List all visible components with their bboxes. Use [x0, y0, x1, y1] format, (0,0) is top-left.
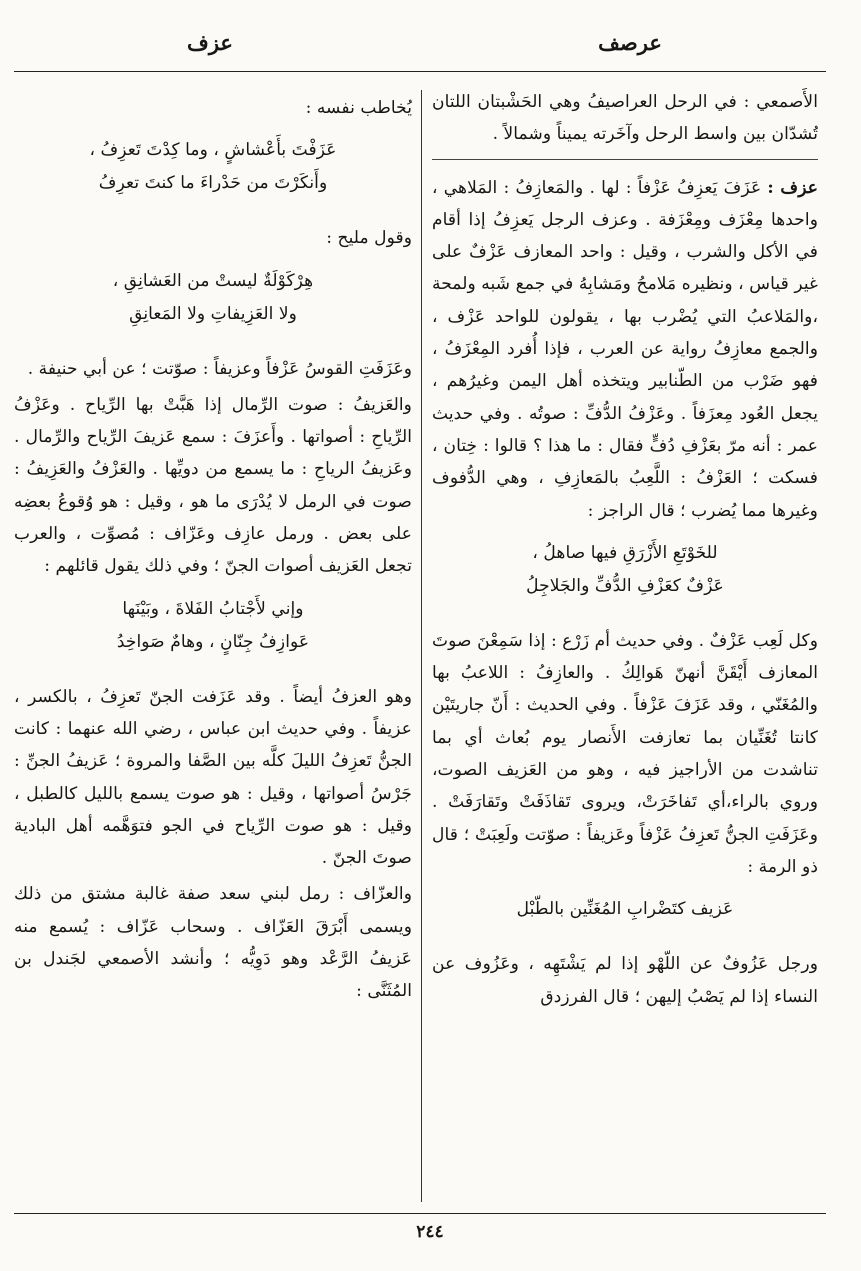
entry-paragraph: والعزّاف : رمل لبني سعد صفة غالبة مشتق من ذلك ويسمى أَبْرَقَ العَزّاف . وسحاب عَزّاف : يُسمع منه عَزيفُ الرَّعْد وهو دَوِيُّه ؛ وأنشد الأصمعي لجَندل بن المُثَنَّى : — [14, 884, 412, 1002]
entry-paragraph: الأَصمعي : في الرحل العراصيفُ وهي الحَشْبتان اللتان تُشدّان بين واسط الرحل وآخَرته يميناً وشمالاً . — [432, 86, 818, 160]
page-number: ٢٤٤ — [416, 1222, 444, 1242]
verse-block — [14, 134, 412, 200]
verse-line: عَزيف كتَضْرابِ المُغَنِّين بالطّبْل — [516, 899, 734, 920]
verse-block — [14, 593, 412, 659]
verse-line: هِرْكَوْلَةٌ ليستْ من العَشانِقِ ، — [112, 270, 314, 291]
entry-paragraph: والعَزيفُ : صوت الرِّمال إذا هَبَّتْ بها الرِّياح . وعَزْفُ الرِّياحِ : أصواتها . وأَعزَفَ : سمع عَزيفَ الرِّياح والرِّمال . وعَزيفُ الرياحِ : ما يسمع من دويِّها . والعَزْفُ والعَزِيفُ : صوت في الرمل لا يُدْرَى ما هو ، وقيل : هو وُقوعُ بعضِه على بعض . ورمل عازِف وعَزّاف : مُصوِّت ، والعرب تجعل العَزيف أصوات الجنّ ؛ وفي ذلك يقول قائلهم : — [14, 394, 412, 577]
verse-line: عَزْفٌ كعَزْفِ الدُّفِّ والجَلاجِلُ — [526, 575, 724, 596]
entry-paragraph: وكل لَعِب عَزْفٌ . وفي حديث أم زَرْع : إذا سَمِعْنَ صوتَ المعازف أَيْقَنَّ أنهنّ هَوالِكُ . والعازِفُ : اللاعبُ بها والمُغَنّي ، وقد عَزَفَ عَزْفاً . وفي الحديث : أَنّ جاريتَيْن كانتا تُغَنِّيان بما تعازفت الأَنصار يوم بُعاث أي بما تناشدت من الأراجيز فيه ، وهو من العَزيف الصوت، وروي بالراء،أي تَفاخَرَتْ، ويروى تَقاذَفَتْ وتَقارَفَتْ . وعَزَفَتِ الجنُّ تَعزِفُ عَزْفاً وعَزيفاً : صوّتت ولَعِبَتْ ؛ قال ذو الرمة : — [432, 630, 818, 877]
verse-line: للخَوْتَعِ الأَزْرَقِ فيها صاهلُ ، — [532, 542, 718, 563]
left-column — [14, 92, 412, 1204]
footer-rule — [14, 1213, 826, 1214]
entry-paragraph: يُخاطب نفسه : — [305, 98, 412, 118]
verse-line: ولا العَزِيفاتِ ولا المَعانِقِ — [129, 303, 297, 324]
verse-line: وأَنكَرْتَ من حَدْراءَ ما كنتَ تعرِفُ — [98, 173, 328, 194]
entry-text: عَزَفَ يَعزِفُ عَزْفاً : لها . والمَعازِفُ : المَلاهي ، واحدها مِعْزَف ومِعْزَفة . وعزف الرجل يَعزِفُ إذا أقام في الأكل والشرب ، وقيل : واحد المعازف عَزْفٌ على غير قياس ، ونظيره مَلامحُ ومَشابِهُ في جمع شَبه ولمحة ،والمَلاعبُ التي يُضْرب بها ، يقولون للواحد عَزْف ، والجمع معازِفُ رواية عن العرب ، فإذا أُفرد المِعْزَفُ ، فهو ضَرْب من الطّنابير ويتخذه أهل اليمن وغيرُهم ، يجعل العُود مِعزَفاً . وعَزْفُ الدُّفِّ : صوتُه . وفي حديث عمر : أنه مرّ بعَزْفِ دُفٍّ فقال : ما هذا ؟ قالوا : خِتان ، فسكت ؛ العَزْفُ : اللَّعِبُ بالمَعازِفِ ، وهي الدُّفوف وغيرها مما يُضرب ؛ قال الراجز : — [432, 177, 818, 521]
verse-block — [14, 265, 412, 331]
entry-headword: عزف : — [767, 177, 818, 198]
verse-line: عَزَفْتَ بأَعْشاشٍ ، وما كِدْتَ تَعزِفُ ، — [89, 140, 337, 161]
entry-paragraph: ورجل عَزُوفٌ عن اللّهْو إذا لم يَشْتَهِه ، وعَزُوف عن النساء إذا لم يَصْبُ إليهن ؛ قال الفرزدق — [432, 954, 818, 1007]
entry-paragraph: وهو العزفُ أيضاً . وقد عَزَفت الجنّ تَعزِفُ ، بالكسر ، عزيفاً . وفي حديث ابن عباس ، رضي الله عنهما : كانت الجنُّ تَعزِفُ الليلَ كلَّه بين الصَّفا والمروة ؛ عَزيفُ الجنِّ : جَرْسُ أصواتها ، وقيل : هو صوت يسمع بالليل كالطبل ، وقيل : هو صوت الرِّياح في الجو فتوَهَّمه أهل البادية صوتَ الجنّ . — [14, 686, 412, 869]
verse-block — [432, 893, 818, 926]
header-rule — [14, 71, 826, 72]
entry-paragraph — [432, 172, 818, 527]
entry-paragraph: وعَزَفَتِ القوسُ عَزْفاً وعزيفاً : صوّتت ؛ عن أبي حنيفة . — [27, 358, 412, 379]
entry-paragraph: وقول مليح : — [326, 228, 412, 249]
running-headword-right: عرصف — [598, 30, 662, 55]
verse-block — [432, 537, 818, 603]
right-column — [432, 86, 818, 1204]
verse-line: وإني لأَجْتابُ الفَلاةَ ، وبَيْنَها — [122, 598, 304, 619]
column-divider — [421, 90, 422, 1202]
running-headword-left: عزف — [187, 30, 233, 55]
verse-line: عَوازِفُ جِنّانٍ ، وهامٌ صَواخِدُ — [116, 631, 310, 652]
